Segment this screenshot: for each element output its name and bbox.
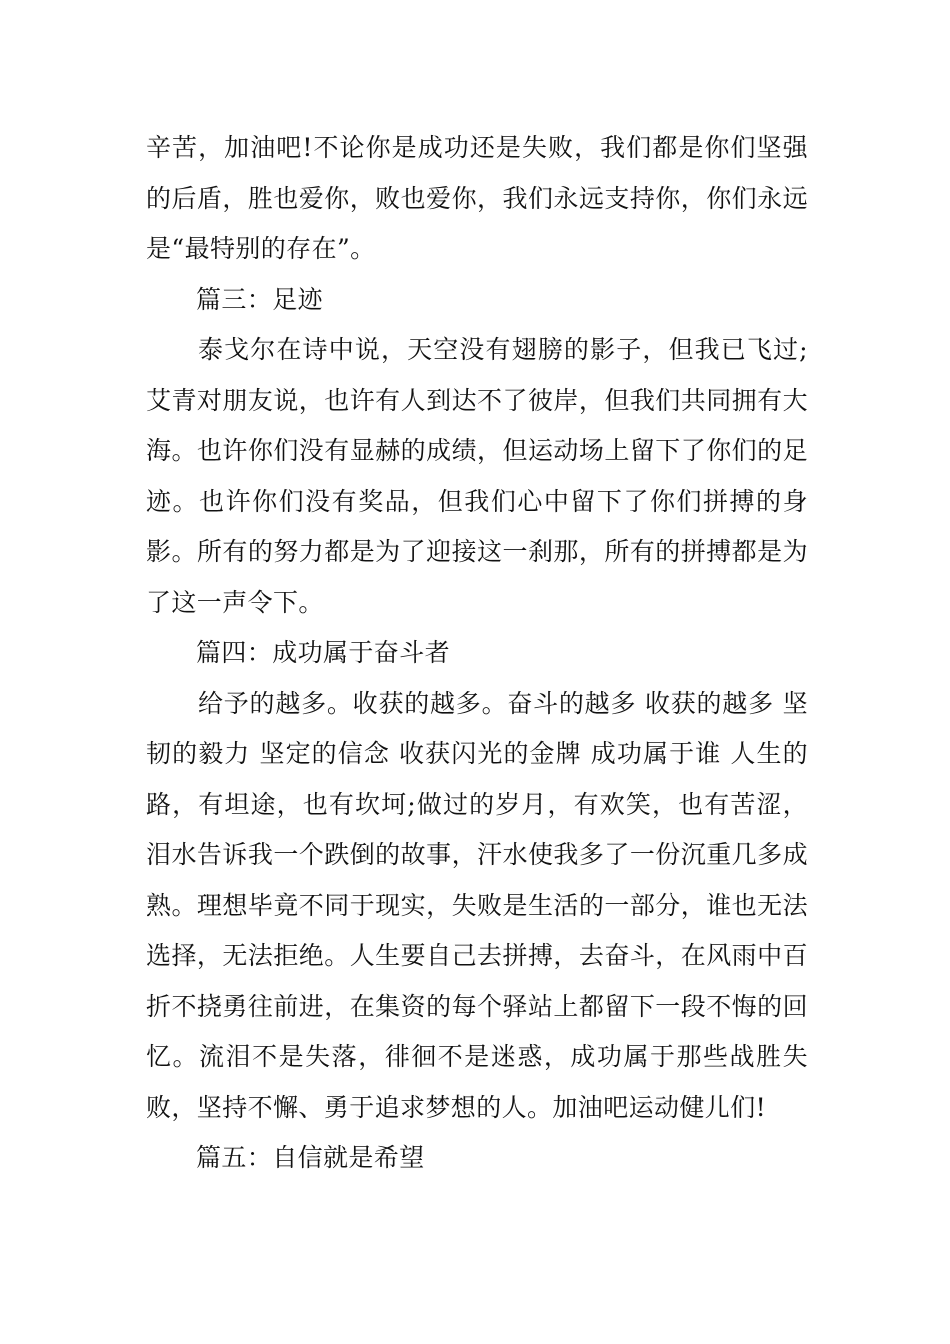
paragraph-closing-support: 辛苦，加油吧!不论你是成功还是失败，我们都是你们坚强的后盾，胜也爱你，败也爱你，我们永远支持你，你们永远是“最特别的存在”。 [146,133,808,263]
paragraph-footprints: 泰戈尔在诗中说，天空没有翅膀的影子，但我已飞过;艾青对朋友说，也许有人到达不了彼岸，但我们共同拥有大海。也许你们没有显赫的成绩，但运动场上留下了你们的足迹。也许你们没有奖品，但我们心中留下了你们拼搏的身影。所有的努力都是为了迎接这一刹那，所有的拼搏都是为了这一声令下。 [146,335,808,617]
section-heading-part-four: 篇四：成功属于奋斗者 [196,638,451,667]
section-heading-part-three: 篇三：足迹 [196,284,324,314]
section-heading-part-five: 篇五：自信就是希望 [196,1143,425,1172]
paragraph-success-belongs: 给予的越多。收获的越多。奋斗的越多 收获的越多 坚韧的毅力 坚定的信念 收获闪光的金牌 成功属于谁 人生的路，有坦途，也有坎坷;做过的岁月，有欢笑，也有苦涩，泪水告诉我一个跌倒的故事，汗水使我多了一份沉重几多成熟。理想毕竟不同于现实，失败是生活的一部分，谁也无法选择，无法拒绝。人生要自己去拼搏，去奋斗，在风雨中百折不挠勇往前进，在集资的每个驿站上都留下一段不悔的回忆。流泪不是失落，徘徊不是迷惑，成功属于那些战胜失败，坚持不懈、勇于追求梦想的人。加油吧运动健儿们! [146,688,808,1122]
document-body [146,123,808,1184]
